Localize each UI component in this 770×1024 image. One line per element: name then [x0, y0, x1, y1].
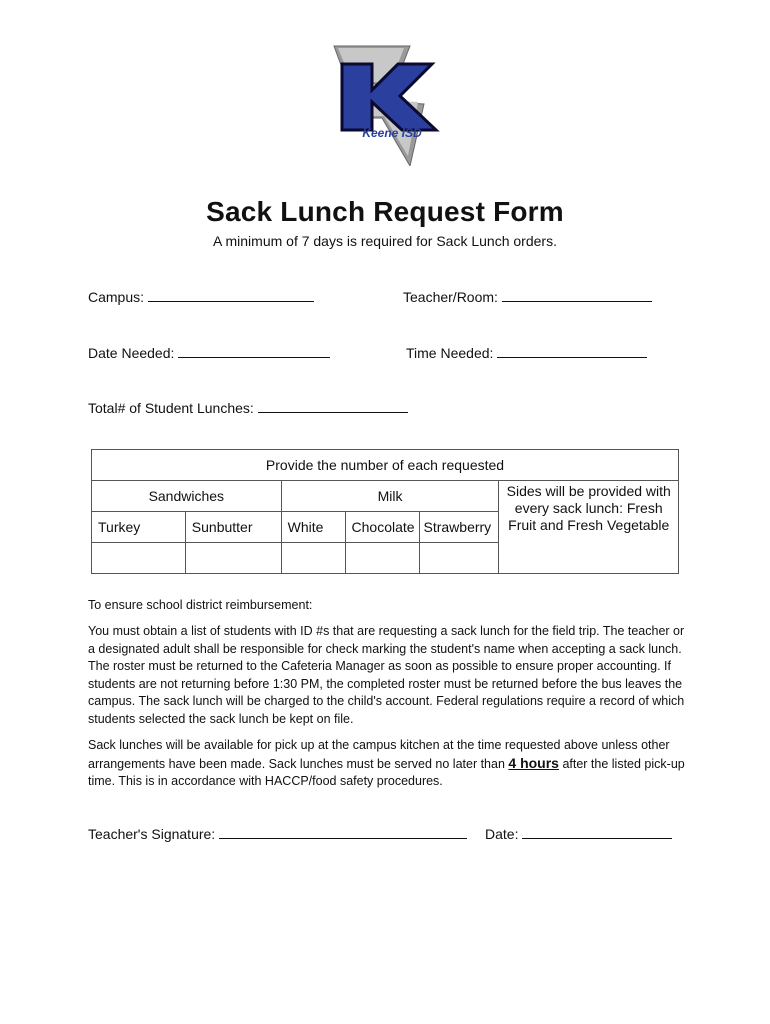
pickup-text-b: after the listed pick-up time. This is in accordance with HACCP/food safety procedures. — [88, 756, 685, 788]
date-needed-label: Date Needed: — [88, 345, 175, 361]
time-needed-field[interactable] — [406, 343, 647, 361]
form-subtitle: A minimum of 7 days is required for Sack Lunch orders. — [213, 233, 557, 249]
total-lunches-line[interactable] — [258, 398, 408, 413]
teacher-room-field[interactable] — [403, 287, 652, 305]
chocolate-count-input[interactable] — [345, 543, 419, 574]
col-white: White — [281, 512, 345, 543]
col-strawberry: Strawberry — [419, 512, 499, 543]
date-needed-line[interactable] — [178, 343, 330, 358]
strawberry-count-input[interactable] — [419, 543, 499, 574]
roster-paragraph: You must obtain a list of students with ID #s that are requesting a sack lunch for the field trip. The teacher or a designated adult shall be responsible for check marking the student's name when accepting a sack lunch. The roster must be returned to the Cafeteria Manager as soon as possible to ensure proper accounting. If students are not returning before 1:30 PM, the completed roster must be returned before the bus leaves the campus. The sack lunch will be charged to the child's account. Federal regulations require a record of which students selected the sack lunch be kept on file. — [88, 624, 685, 726]
pickup-paragraph — [88, 737, 688, 791]
logo-text: Keene ISD — [362, 126, 422, 140]
campus-label: Campus: — [88, 289, 145, 305]
teacher-signature-label: Teacher's Signature: — [88, 826, 216, 842]
campus-field[interactable] — [88, 287, 314, 305]
time-needed-line[interactable] — [497, 343, 647, 358]
turkey-count-input[interactable] — [92, 543, 186, 574]
signature-date-field[interactable] — [485, 824, 672, 842]
table-header: Provide the number of each requested — [92, 450, 679, 481]
milk-header: Milk — [281, 481, 499, 512]
col-turkey: Turkey — [92, 512, 186, 543]
intro-text: To ensure school district reimbursement: — [88, 598, 313, 612]
sandwiches-header: Sandwiches — [92, 481, 282, 512]
total-lunches-field[interactable] — [88, 398, 408, 416]
total-lunches-label: Total# of Student Lunches: — [88, 400, 254, 416]
white-count-input[interactable] — [281, 543, 345, 574]
teacher-signature-line[interactable] — [219, 824, 467, 839]
four-hours-emphasis: 4 hours — [508, 754, 559, 771]
signature-date-line[interactable] — [522, 824, 672, 839]
signature-date-label: Date: — [485, 826, 519, 842]
col-sunbutter: Sunbutter — [185, 512, 281, 543]
campus-line[interactable] — [148, 287, 314, 302]
time-needed-label: Time Needed: — [406, 345, 494, 361]
teacher-room-label: Teacher/Room: — [403, 289, 498, 305]
pickup-text-a: Sack lunches will be available for pick up at the campus kitchen at the time requested above unless other arrangements have been made. Sack lunches must be served no later than — [88, 738, 670, 771]
sunbutter-count-input[interactable] — [185, 543, 281, 574]
teacher-signature-field[interactable] — [88, 824, 467, 842]
col-chocolate: Chocolate — [345, 512, 419, 543]
sides-note: Sides will be provided with every sack lunch: Fresh Fruit and Fresh Vegetable — [499, 481, 679, 574]
request-table — [91, 449, 679, 574]
date-needed-field[interactable] — [88, 343, 330, 361]
keene-isd-logo — [332, 44, 452, 166]
teacher-room-line[interactable] — [502, 287, 652, 302]
form-title: Sack Lunch Request Form — [206, 196, 564, 227]
